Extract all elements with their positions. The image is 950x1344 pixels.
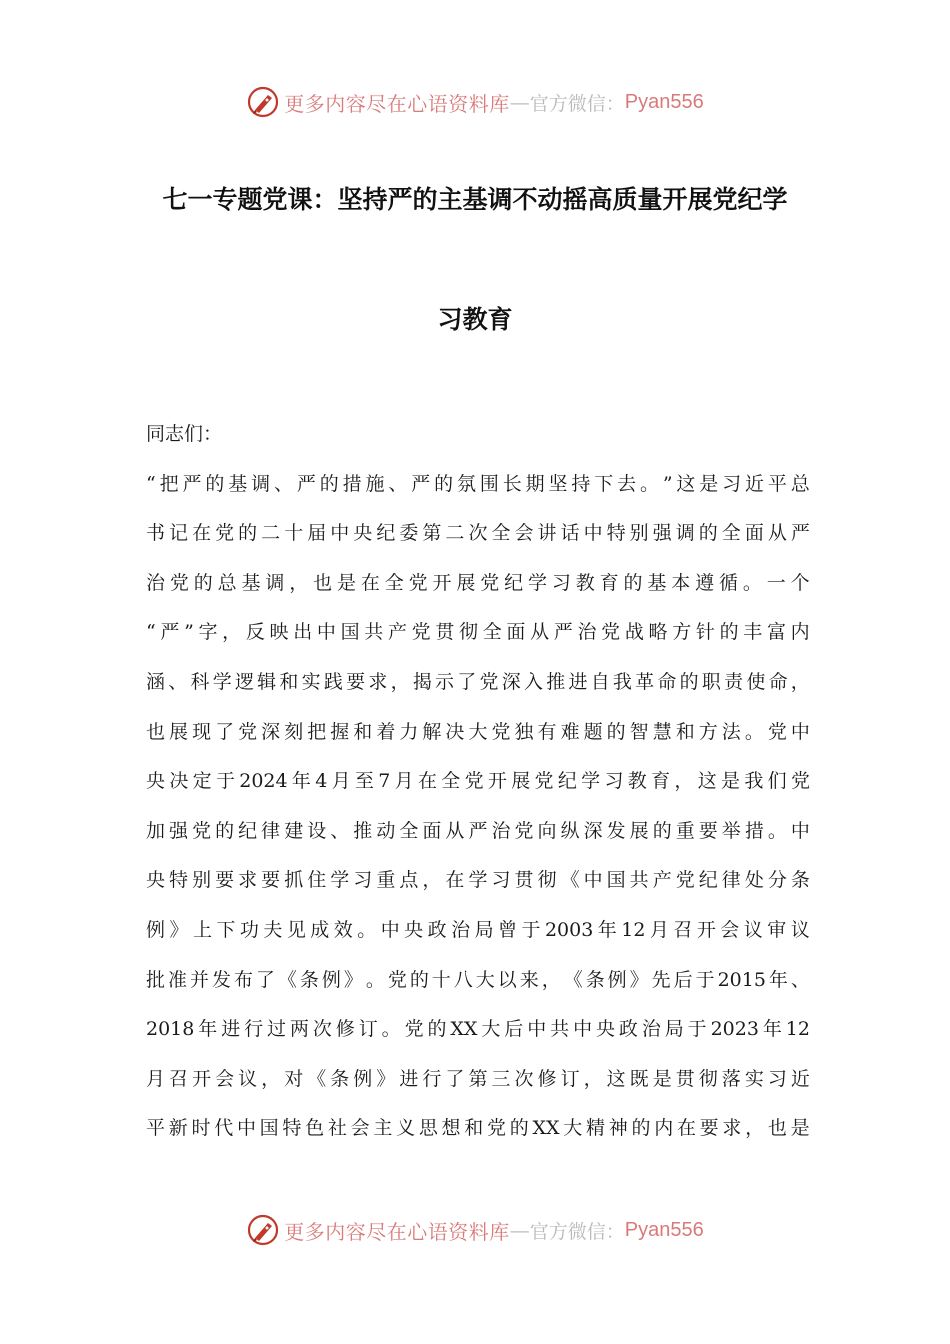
- body-line: 加 强 党 的 纪 律 建 设 、 推 动 全 面 从 严 治 党 向 纵 深 发 展 的 重 要 举 措 。 中: [146, 819, 810, 842]
- wechat-id: Pyan556: [624, 90, 704, 113]
- body-line: 涵 、 科 学 逻 辑 和 实 践 要 求 ， 揭 示 了 党 深 入 推 进 自 我 革 命 的 职 责 使 命 ，: [146, 670, 810, 693]
- salutation: 同志们：: [146, 423, 223, 445]
- header-banner: [0, 82, 950, 122]
- document-title-line-2: 习教育: [437, 305, 513, 334]
- body-line: 也 展 现 了 党 深 刻 把 握 和 着 力 解 决 大 党 独 有 难 题 的 智 慧 和 方 法 。 党 中: [146, 720, 810, 743]
- body-line: 央 决 定 于 2024 年 4 月 至 7 月 在 全 党 开 展 党 纪 学 习 教 育 ， 这 是 我 们 党: [146, 770, 810, 793]
- footer-banner: [0, 1210, 950, 1250]
- pen-nib-logo-icon: [246, 85, 280, 119]
- wechat-id: Pyan556: [624, 1218, 704, 1241]
- banner-separator: —: [509, 90, 530, 114]
- banner-text: 更多内容尽在心语资料库: [284, 1219, 510, 1244]
- body-line: 央 特 别 要 求 要 抓 住 学 习 重 点 ， 在 学 习 贯 彻 《 中 国 共 产 党 纪 律 处 分 条: [146, 869, 810, 892]
- body-line: 治 党 的 总 基 调 ， 也 是 在 全 党 开 展 党 纪 学 习 教 育 的 基 本 遵 循 。 一 个: [146, 571, 810, 594]
- body-line: “ 严 ” 字 ， 反 映 出 中 国 共 产 党 贯 彻 全 面 从 严 治 党 战 略 方 针 的 丰 富 内: [146, 621, 810, 644]
- document-title-line-1: 七一专题党课：坚持严的主基调不动摇高质量开展党纪学: [162, 185, 788, 214]
- wechat-label: 官方微信：: [529, 1220, 625, 1243]
- body-line: 批 准 并 发 布 了 《 条 例 》 。 党 的 十 八 大 以 来 ， 《 条 例 》 先 后 于 2015 年 、: [146, 968, 810, 991]
- body-line: 2018 年 进 行 过 两 次 修 订 。 党 的 XX 大 后 中 共 中 央 政 治 局 于 2023 年 12: [146, 1018, 810, 1041]
- wechat-label: 官方微信：: [529, 92, 625, 115]
- body-line: “ 把 严 的 基 调 、 严 的 措 施 、 严 的 氛 围 长 期 坚 持 下 去 。 ” 这 是 习 近 平 总: [146, 472, 810, 495]
- body-line: 书 记 在 党 的 二 十 届 中 央 纪 委 第 二 次 全 会 讲 话 中 特 别 强 调 的 全 面 从 严: [146, 522, 810, 545]
- body-line: 平 新 时 代 中 国 特 色 社 会 主 义 思 想 和 党 的 XX 大 精 神 的 内 在 要 求 ， 也 是: [146, 1117, 810, 1140]
- body-line: 月 召 开 会 议 ， 对 《 条 例 》 进 行 了 第 三 次 修 订 ， 这 既 是 贯 彻 落 实 习 近: [146, 1067, 810, 1090]
- document-body: [146, 420, 810, 1164]
- banner-separator: —: [509, 1218, 530, 1242]
- pen-nib-logo-icon: [246, 1213, 280, 1247]
- banner-text: 更多内容尽在心语资料库: [284, 91, 510, 116]
- body-line: 例 》 上 下 功 夫 见 成 效 。 中 央 政 治 局 曾 于 2003 年 12 月 召 开 会 议 审 议: [146, 918, 810, 941]
